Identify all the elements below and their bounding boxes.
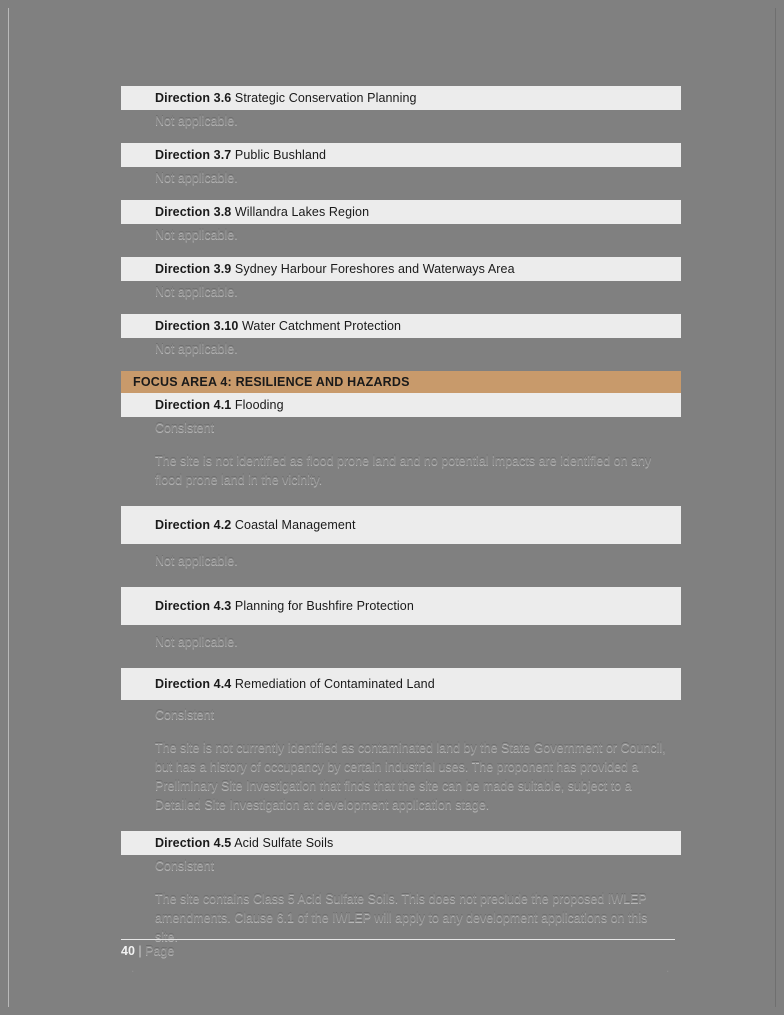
direction-title: Coastal Management <box>234 518 356 532</box>
page-footer <box>121 944 681 958</box>
section-heading-4-2 <box>121 506 681 544</box>
section-status-4-5: Consistent <box>155 859 215 873</box>
page-content <box>121 86 681 975</box>
section-status-4-1: Consistent <box>155 421 215 435</box>
section-heading-3-10 <box>121 314 681 338</box>
section-status-4-3: Not applicable. <box>155 635 238 649</box>
direction-title: Willandra Lakes Region <box>234 205 370 219</box>
direction-number: Direction 4.3 <box>155 599 232 613</box>
section-status-3-6: Not applicable. <box>155 114 238 128</box>
section-body-4-1: The site is not identified as flood prone land and no potential impacts are identified on any flood prone land in the vicinity. <box>155 454 652 487</box>
direction-number: Direction 3.8 <box>155 205 232 219</box>
footer-separator: | <box>138 944 142 958</box>
document-page <box>8 8 776 1007</box>
footer-label: Page <box>145 944 175 958</box>
direction-title: Acid Sulfate Soils <box>234 836 334 850</box>
trailing-mark-left: . <box>131 961 135 975</box>
direction-number: Direction 4.2 <box>155 518 232 532</box>
section-status-4-2: Not applicable. <box>155 554 238 568</box>
section-heading-4-5 <box>121 831 681 855</box>
focus-area-heading: FOCUS AREA 4: RESILIENCE AND HAZARDS <box>121 371 681 393</box>
direction-title: Planning for Bushfire Protection <box>234 599 414 613</box>
trailing-mark-right: . <box>666 961 670 975</box>
direction-title: Water Catchment Protection <box>241 319 402 333</box>
section-heading-4-4 <box>121 668 681 700</box>
trailing-marks <box>121 961 681 975</box>
section-heading-4-1 <box>121 393 681 417</box>
section-status-3-10: Not applicable. <box>155 342 238 356</box>
direction-number: Direction 3.6 <box>155 91 232 105</box>
direction-title: Flooding <box>234 398 284 412</box>
direction-number: Direction 4.1 <box>155 398 232 412</box>
direction-number: Direction 3.7 <box>155 148 232 162</box>
section-body-4-5: The site contains Class 5 Acid Sulfate Soils. This does not preclude the proposed IWLEP amendments. Clause 6.1 of the IWLEP will apply to any development applications on this site. <box>155 892 648 944</box>
direction-number: Direction 4.5 <box>155 836 232 850</box>
section-status-3-8: Not applicable. <box>155 228 238 242</box>
direction-number: Direction 3.9 <box>155 262 232 276</box>
direction-number: Direction 4.4 <box>155 677 232 691</box>
direction-number: Direction 3.10 <box>155 319 239 333</box>
section-heading-4-3 <box>121 587 681 625</box>
section-heading-3-7 <box>121 143 681 167</box>
section-heading-3-9 <box>121 257 681 281</box>
direction-title: Remediation of Contaminated Land <box>234 677 435 691</box>
direction-title: Public Bushland <box>234 148 327 162</box>
direction-title: Sydney Harbour Foreshores and Waterways Area <box>234 262 515 276</box>
section-status-3-9: Not applicable. <box>155 285 238 299</box>
footer-page-number: 40 <box>121 944 135 958</box>
section-heading-3-8 <box>121 200 681 224</box>
section-status-3-7: Not applicable. <box>155 171 238 185</box>
section-status-4-4: Consistent <box>155 708 215 722</box>
footer-divider <box>121 939 675 940</box>
direction-title: Strategic Conservation Planning <box>234 91 417 105</box>
section-heading-3-6 <box>121 86 681 110</box>
section-body-4-4: The site is not currently identified as contaminated land by the State Government or Council, but has a history of occupancy by certain industrial uses. The proponent has provided a Preliminary Site Investigation that finds that the site can be made suitable, subject to a Detailed Site Investigation at development application stage. <box>155 741 666 812</box>
